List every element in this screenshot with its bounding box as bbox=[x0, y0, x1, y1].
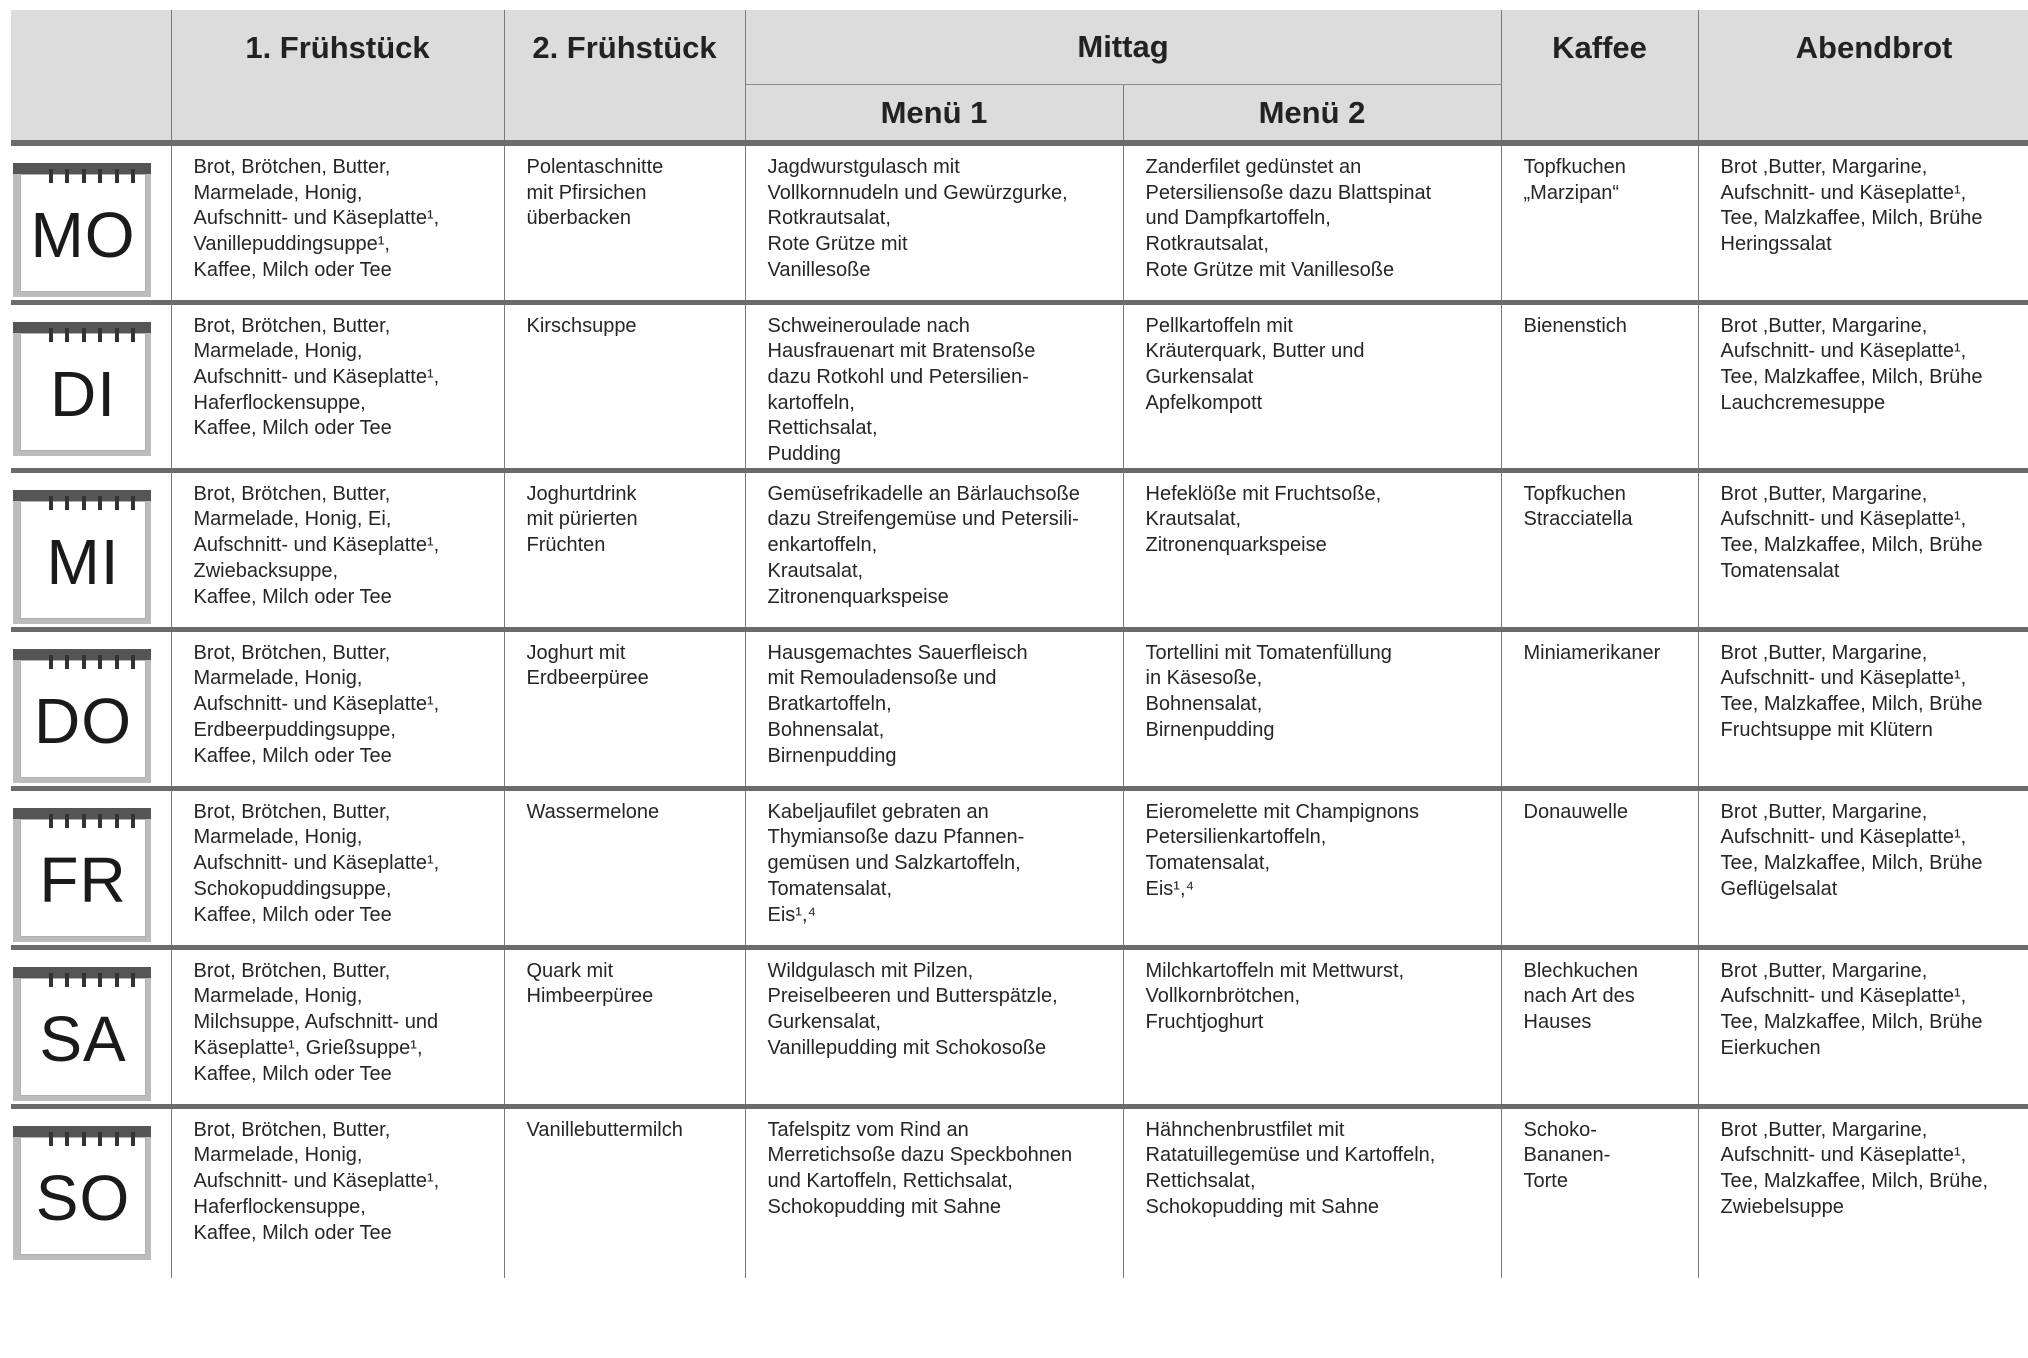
day-row-di bbox=[11, 302, 2028, 470]
cell-menu-2: Hähnchenbrustfilet mit Ratatuillegemüse und Kartoffeln, Rettichsalat, Schokopudding mit Sahne bbox=[1123, 1106, 1501, 1278]
cell-menu-1: Tafelspitz vom Rind an Merretichsoße dazu Speckbohnen und Kartoffeln, Rettichsalat, Schokopudding mit Sahne bbox=[745, 1106, 1123, 1278]
day-cell bbox=[11, 1106, 171, 1278]
cell-kaffee: Topfkuchen „Marzipan“ bbox=[1501, 143, 1698, 302]
day-cell bbox=[11, 470, 171, 629]
cell-kaffee: Miniamerikaner bbox=[1501, 629, 1698, 788]
cell-fruehstueck-2: Polentaschnitte mit Pfirsichen überbacken bbox=[504, 143, 745, 302]
day-cell bbox=[11, 302, 171, 470]
cell-abendbrot: Brot ,Butter, Margarine, Aufschnitt- und Käseplatte¹, Tee, Malzkaffee, Milch, Brühe Tomatensalat bbox=[1698, 470, 2028, 629]
calendar-icon bbox=[13, 967, 151, 1101]
cell-fruehstueck-1: Brot, Brötchen, Butter, Marmelade, Honig, Milchsuppe, Aufschnitt- und Käseplatte¹, Grießsuppe¹, Kaffee, Milch oder Tee bbox=[171, 947, 504, 1106]
cell-menu-2: Tortellini mit Tomatenfüllung in Käsesoße, Bohnensalat, Birnenpudding bbox=[1123, 629, 1501, 788]
day-cell bbox=[11, 629, 171, 788]
day-cell bbox=[11, 947, 171, 1106]
calendar-icon bbox=[13, 490, 151, 624]
day-row-so bbox=[11, 1106, 2028, 1278]
calendar-icon bbox=[13, 1126, 151, 1260]
day-rows bbox=[11, 143, 2028, 1278]
day-row-mi bbox=[11, 470, 2028, 629]
cell-menu-1: Hausgemachtes Sauerfleisch mit Remouladensoße und Bratkartoffeln, Bohnensalat, Birnenpudding bbox=[745, 629, 1123, 788]
header-mittag: Mittag bbox=[745, 10, 1501, 85]
cell-menu-1: Gemüsefrikadelle an Bärlauchsoße dazu Streifengemüse und Petersili- enkartoffeln, Krautsalat, Zitronenquarkspeise bbox=[745, 470, 1123, 629]
cell-fruehstueck-2: Quark mit Himbeerpüree bbox=[504, 947, 745, 1106]
day-label: MO bbox=[30, 199, 136, 272]
day-cell bbox=[11, 143, 171, 302]
cell-abendbrot: Brot ,Butter, Margarine, Aufschnitt- und Käseplatte¹, Tee, Malzkaffee, Milch, Brühe Fruchtsuppe mit Klütern bbox=[1698, 629, 2028, 788]
day-row-fr bbox=[11, 788, 2028, 947]
cell-abendbrot: Brot ,Butter, Margarine, Aufschnitt- und Käseplatte¹, Tee, Malzkaffee, Milch, Brühe Geflügelsalat bbox=[1698, 788, 2028, 947]
cell-menu-2: Hefeklöße mit Fruchtsoße, Krautsalat, Zitronenquarkspeise bbox=[1123, 470, 1501, 629]
day-label: FR bbox=[39, 843, 127, 916]
header-kaffee: Kaffee bbox=[1501, 10, 1698, 143]
cell-fruehstueck-1: Brot, Brötchen, Butter, Marmelade, Honig, Aufschnitt- und Käseplatte¹, Haferflockensuppe, Kaffee, Milch oder Tee bbox=[171, 1106, 504, 1278]
header-fruehstueck-2: 2. Frühstück bbox=[504, 10, 745, 143]
day-label: MI bbox=[46, 525, 120, 598]
cell-fruehstueck-2: Joghurt mit Erdbeerpüree bbox=[504, 629, 745, 788]
day-label: DO bbox=[34, 684, 132, 757]
cell-fruehstueck-1: Brot, Brötchen, Butter, Marmelade, Honig, Aufschnitt- und Käseplatte¹, Haferflockensuppe, Kaffee, Milch oder Tee bbox=[171, 302, 504, 470]
day-cell bbox=[11, 788, 171, 947]
cell-kaffee: Bienenstich bbox=[1501, 302, 1698, 470]
day-label: SA bbox=[39, 1002, 127, 1075]
calendar-icon bbox=[13, 808, 151, 942]
day-label: SO bbox=[35, 1161, 131, 1234]
cell-fruehstueck-1: Brot, Brötchen, Butter, Marmelade, Honig, Aufschnitt- und Käseplatte¹, Schokopuddingsuppe, Kaffee, Milch oder Tee bbox=[171, 788, 504, 947]
cell-menu-1: Kabeljaufilet gebraten an Thymiansoße dazu Pfannen- gemüsen und Salzkartoffeln, Tomatensalat, Eis¹,⁴ bbox=[745, 788, 1123, 947]
cell-fruehstueck-2: Kirschsuppe bbox=[504, 302, 745, 470]
cell-kaffee: Blechkuchen nach Art des Hauses bbox=[1501, 947, 1698, 1106]
day-row-mo bbox=[11, 143, 2028, 302]
cell-abendbrot: Brot ,Butter, Margarine, Aufschnitt- und Käseplatte¹, Tee, Malzkaffee, Milch, Brühe Heringssalat bbox=[1698, 143, 2028, 302]
cell-fruehstueck-2: Vanillebuttermilch bbox=[504, 1106, 745, 1278]
cell-menu-1: Schweineroulade nach Hausfrauenart mit Bratensoße dazu Rotkohl und Petersilien- kartoffeln, Rettichsalat, Pudding bbox=[745, 302, 1123, 470]
cell-fruehstueck-1: Brot, Brötchen, Butter, Marmelade, Honig, Aufschnitt- und Käseplatte¹, Vanillepuddingsuppe¹, Kaffee, Milch oder Tee bbox=[171, 143, 504, 302]
cell-menu-2: Eieromelette mit Champignons Petersilienkartoffeln, Tomatensalat, Eis¹,⁴ bbox=[1123, 788, 1501, 947]
header-menu-1: Menü 1 bbox=[745, 85, 1123, 144]
cell-kaffee: Donauwelle bbox=[1501, 788, 1698, 947]
cell-fruehstueck-2: Wassermelone bbox=[504, 788, 745, 947]
cell-menu-1: Wildgulasch mit Pilzen, Preiselbeeren und Butterspätzle, Gurkensalat, Vanillepudding mit Schokosoße bbox=[745, 947, 1123, 1106]
calendar-icon bbox=[13, 649, 151, 783]
cell-abendbrot: Brot ,Butter, Margarine, Aufschnitt- und Käseplatte¹, Tee, Malzkaffee, Milch, Brühe Lauchcremesuppe bbox=[1698, 302, 2028, 470]
cell-kaffee: Topfkuchen Stracciatella bbox=[1501, 470, 1698, 629]
cell-menu-1: Jagdwurstgulasch mit Vollkornnudeln und Gewürzgurke, Rotkrautsalat, Rote Grütze mit Vanillesoße bbox=[745, 143, 1123, 302]
corner-header-cell bbox=[11, 10, 171, 143]
header-abendbrot: Abendbrot bbox=[1698, 10, 2028, 143]
cell-abendbrot: Brot ,Butter, Margarine, Aufschnitt- und Käseplatte¹, Tee, Malzkaffee, Milch, Brühe Eierkuchen bbox=[1698, 947, 2028, 1106]
day-row-do bbox=[11, 629, 2028, 788]
cell-fruehstueck-2: Joghurtdrink mit pürierten Früchten bbox=[504, 470, 745, 629]
day-label: DI bbox=[50, 357, 116, 430]
header-fruehstueck-1: 1. Frühstück bbox=[171, 10, 504, 143]
cell-menu-2: Zanderfilet gedünstet an Petersiliensoße dazu Blattspinat und Dampfkartoffeln, Rotkrautsalat, Rote Grütze mit Vanillesoße bbox=[1123, 143, 1501, 302]
meal-plan-table bbox=[11, 10, 2028, 1278]
calendar-icon bbox=[13, 322, 151, 456]
cell-fruehstueck-1: Brot, Brötchen, Butter, Marmelade, Honig, Aufschnitt- und Käseplatte¹, Erdbeerpuddingsuppe, Kaffee, Milch oder Tee bbox=[171, 629, 504, 788]
day-row-sa bbox=[11, 947, 2028, 1106]
cell-fruehstueck-1: Brot, Brötchen, Butter, Marmelade, Honig, Ei, Aufschnitt- und Käseplatte¹, Zwiebacksuppe, Kaffee, Milch oder Tee bbox=[171, 470, 504, 629]
cell-menu-2: Milchkartoffeln mit Mettwurst, Vollkornbrötchen, Fruchtjoghurt bbox=[1123, 947, 1501, 1106]
cell-kaffee: Schoko- Bananen- Torte bbox=[1501, 1106, 1698, 1278]
header-menu-2: Menü 2 bbox=[1123, 85, 1501, 144]
calendar-icon bbox=[13, 163, 151, 297]
cell-abendbrot: Brot ,Butter, Margarine, Aufschnitt- und Käseplatte¹, Tee, Malzkaffee, Milch, Brühe, Zwiebelsuppe bbox=[1698, 1106, 2028, 1278]
cell-menu-2: Pellkartoffeln mit Kräuterquark, Butter und Gurkensalat Apfelkompott bbox=[1123, 302, 1501, 470]
